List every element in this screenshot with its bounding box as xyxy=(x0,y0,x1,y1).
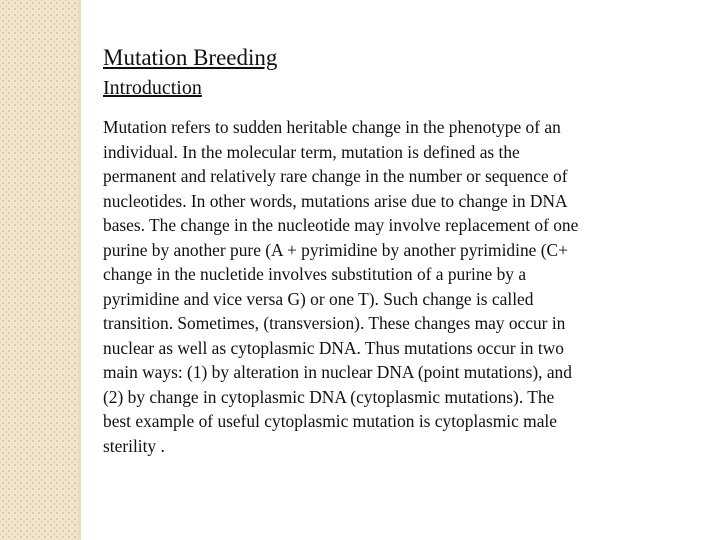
slide-content xyxy=(103,44,663,458)
body-paragraph: Mutation refers to sudden heritable change in the phenotype of an individual. In the molecular term, mutation is defined as the permanent and relatively rare change in the number or sequence of nucleotides. In other words, mutations arise due to change in DNA bases. The change in the nucleotide may involve replacement of one purine by another pure (A + pyrimidine by another pyrimidine (C+ change in the nucletide involves substitution of a purine by a pyrimidine and vice versa G) or one T). Such change is called transition. Sometimes, (transversion). These changes may occur in nuclear as well as cytoplasmic DNA. Thus mutations occur in two main ways: (1) by alteration in nuclear DNA (point mutations), and (2) by change in cytoplasmic DNA (cytoplasmic mutations). The best example of useful cytoplasmic mutation is cytoplasmic male sterility . xyxy=(103,117,579,456)
slide-subtitle: Introduction xyxy=(103,77,202,99)
side-band-edge xyxy=(78,0,81,540)
slide-title: Mutation Breeding xyxy=(103,45,278,70)
decorative-side-band xyxy=(0,0,78,540)
